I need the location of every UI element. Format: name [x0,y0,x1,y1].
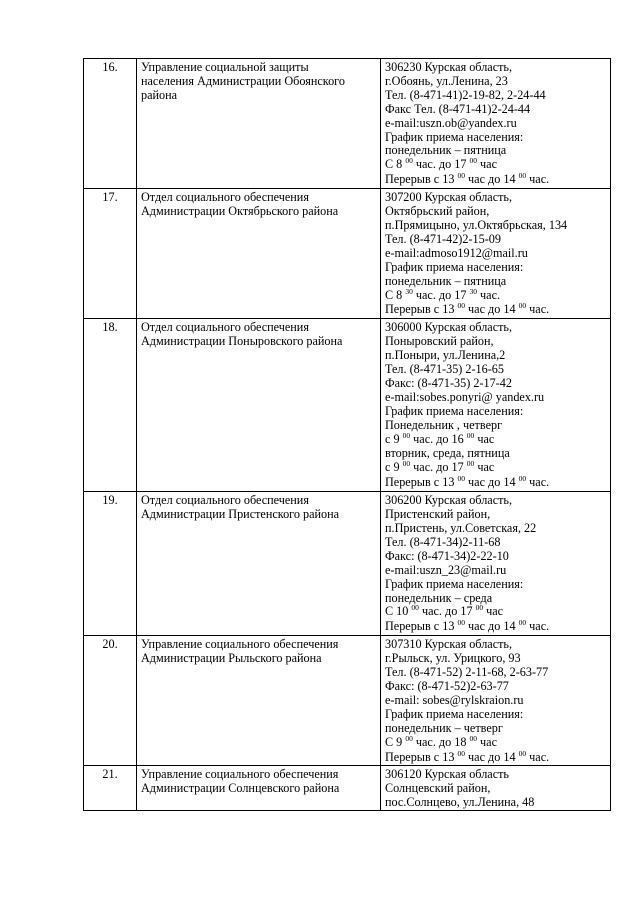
contact-line [385,476,606,491]
contact-line [385,722,606,736]
contact-line [385,522,606,536]
contact-text: Тел. (8-471-52) 2-11-68, 2-63-77 [385,665,549,680]
contact-text: Понедельник , четверг [385,417,503,432]
contact-text: Пристенский район, [385,507,491,522]
contact-text: Перерыв с 13 [385,172,458,187]
time-minutes-superscript: 00 [411,603,419,613]
contact-text: Тел. (8-471-41)2-19-82, 2-24-44 [385,87,546,102]
contact-line [385,620,606,635]
organization-name-line: Отдел социального обеспечения [141,493,309,508]
contact-text: Факс: (8-471-35) 2-17-42 [385,375,512,390]
contact-details [381,492,611,636]
contact-text: час [483,604,504,619]
table-body [84,59,611,811]
contact-line [385,652,606,666]
contact-text: График приема населения: [385,403,524,418]
contact-line [385,748,606,766]
contact-details [381,319,611,492]
organization-name-line: Администрации Пристенского района [141,507,340,522]
contact-text: час. [526,475,550,490]
contact-text: Факс Тел. (8-471-41)2-24-44 [385,101,531,116]
contact-text: Перерыв с 13 [385,749,458,764]
contact-line [385,578,606,592]
contact-line [385,75,606,89]
time-minutes-superscript: 00 [518,171,527,181]
contact-line [385,89,606,103]
time-minutes-superscript: 00 [402,459,411,469]
contact-text: Тел. (8-471-35) 2-16-65 [385,362,504,377]
contact-text: час. до 16 [410,431,467,446]
contact-text: e-mail:admoso1912@mail.ru [385,245,528,260]
contact-text: 306200 Курская область, [385,493,513,508]
contact-details [381,59,611,189]
contact-text: час до 14 [465,749,519,764]
table-row [84,59,611,189]
row-number: 21. [84,766,137,811]
contact-text: 306230 Курская область, [385,60,513,74]
time-minutes-superscript: 00 [518,618,527,628]
time-minutes-superscript: 00 [402,430,411,440]
contact-text: п.Пристень, ул.Советская, 22 [385,521,537,535]
contact-text: час. [477,287,501,302]
contact-details [381,636,611,766]
contact-details [381,189,611,319]
organization-name [137,766,381,811]
contact-text: e-mail:sobes.ponyri@ yandex.ru [385,389,545,404]
contact-line [385,680,606,694]
organization-name-line: района [141,87,178,102]
contact-line [385,275,606,289]
time-minutes-superscript: 00 [457,618,465,628]
contact-text: Тел. (8-471-42)2-15-09 [385,231,501,246]
organization-name-line: Управление социального обеспечения [141,767,339,782]
contact-text: с 9 [385,431,403,446]
contact-text: час [477,734,497,749]
contact-line [385,191,606,205]
contact-line [385,405,606,419]
contact-text: График приема населения: [385,129,524,144]
contact-text: час. до 17 [410,460,467,475]
contact-text: час. до 17 [418,604,476,619]
contact-line [385,321,606,335]
contact-line [385,391,606,405]
organization-name [137,636,381,766]
contact-text: час [477,157,497,172]
contact-text: час. [526,749,550,764]
contact-line [385,494,606,508]
organization-name [137,319,381,492]
contact-details [381,766,611,811]
contact-text: 307310 Курская область, [385,637,513,652]
contact-line [385,550,606,564]
contact-line [385,286,606,304]
contact-text: 306000 Курская область, [385,320,513,335]
contact-line [385,103,606,117]
contact-text: Октябрьский район, [385,204,490,219]
contact-text: час до 14 [465,172,519,187]
contact-text: График приема населения: [385,259,524,274]
contact-text: 306120 Курская область [385,767,509,782]
contact-line [385,782,606,796]
contact-line [385,708,606,722]
contact-text: час. [526,302,550,317]
contact-line [385,349,606,363]
time-minutes-superscript: 00 [457,748,465,758]
time-minutes-superscript: 00 [518,474,527,484]
contact-text: час до 14 [465,475,519,490]
contact-line [385,61,606,75]
organization-name-line: населения Администрации Обоянского [141,73,345,88]
contact-line [385,419,606,433]
table-row [84,492,611,636]
contact-line [385,447,606,461]
contact-text: С 8 [385,287,406,302]
organization-name-line: Управление социальной защиты [141,60,309,74]
time-minutes-superscript: 00 [466,430,475,440]
contact-text: час. [526,172,550,187]
contact-line [385,377,606,391]
contact-text: Факс: (8-471-34)2-22-10 [385,548,509,563]
contact-text: График приема населения: [385,576,524,591]
contact-line [385,335,606,349]
contact-text: Тел. (8-471-34)2-11-68 [385,534,501,549]
contact-text: г.Обоянь, ул.Ленина, 23 [385,73,508,88]
contact-text: С 9 [385,734,406,749]
contact-text: час. [526,619,550,634]
contact-line [385,158,606,173]
contact-text: час. до 17 [412,287,470,302]
contact-line [385,430,606,448]
row-number: 19. [84,492,137,636]
contact-text: понедельник – среда [385,590,493,605]
row-number: 20. [84,636,137,766]
organization-name-line: Отдел социального обеспечения [141,320,309,335]
table-row [84,766,611,811]
contact-text: час. до 18 [412,734,470,749]
row-number: 17. [84,189,137,319]
social-services-table [83,58,611,811]
contact-text: час до 14 [465,302,519,317]
contact-text: час [474,431,495,446]
time-minutes-superscript: 00 [518,301,527,311]
organization-name-line: Администрации Рыльского района [141,651,322,666]
contact-text: 307200 Курская область, [385,190,513,205]
contact-line [385,261,606,275]
contact-line [385,173,606,188]
contact-line [385,536,606,550]
time-minutes-superscript: 00 [405,733,413,743]
contact-text: Факс: (8-471-52)2-63-77 [385,678,509,693]
contact-text: с 9 [385,460,403,475]
time-minutes-superscript: 00 [457,301,465,311]
contact-line [385,247,606,261]
time-minutes-superscript: 30 [405,286,413,296]
contact-line [385,303,606,318]
time-minutes-superscript: 00 [457,474,465,484]
contact-text: e-mail:uszn.ob@yandex.ru [385,115,517,130]
organization-name [137,492,381,636]
contact-text: С 10 [385,604,412,619]
contact-line [385,733,606,751]
contact-line [385,363,606,377]
contact-text: п.Поныри, ул.Ленина,2 [385,348,506,363]
contact-text: г.Рыльск, ул. Урицкого, 93 [385,651,521,666]
contact-text: понедельник – пятница [385,273,507,288]
table-row [84,319,611,492]
time-minutes-superscript: 30 [469,286,477,296]
organization-name-line: Управление социального обеспечения [141,637,339,652]
contact-text: Перерыв с 13 [385,619,458,634]
contact-line [385,233,606,247]
organization-name-line: Администрации Октябрьского района [141,204,339,219]
time-minutes-superscript: 00 [466,459,475,469]
contact-text: час до 14 [465,619,519,634]
table-row [84,636,611,766]
contact-line [385,666,606,680]
contact-text: График приема населения: [385,706,524,721]
table-row [84,189,611,319]
contact-line [385,205,606,219]
contact-text: п.Прямицыно, ул.Октябрьская, 134 [385,217,568,232]
contact-line [385,694,606,708]
contact-text: пос.Солнцево, ул.Ленина, 48 [385,795,535,810]
row-number: 18. [84,319,137,492]
contact-line [385,638,606,652]
contact-text: понедельник – четверг [385,720,503,735]
contact-text: вторник, среда, пятница [385,446,510,461]
organization-name [137,59,381,189]
time-minutes-superscript: 00 [518,748,527,758]
contact-line [385,131,606,145]
contact-line [385,796,606,810]
contact-text: Солнцевский район, [385,781,491,796]
contact-line [385,605,606,620]
organization-name [137,189,381,319]
contact-text: С 8 [385,157,406,172]
time-minutes-superscript: 00 [457,171,465,181]
contact-text: e-mail:uszn_23@mail.ru [385,562,507,577]
organization-name-line: Администрации Поныровского района [141,334,343,349]
time-minutes-superscript: 00 [469,733,477,743]
organization-name-line: Отдел социального обеспечения [141,190,309,205]
organization-name-line: Администрации Солнцевского района [141,781,340,796]
contact-line [385,508,606,522]
contact-line [385,117,606,131]
time-minutes-superscript: 00 [475,603,484,613]
contact-line [385,564,606,578]
contact-text: час [474,460,495,475]
contact-text: понедельник – пятница [385,143,507,158]
time-minutes-superscript: 00 [469,156,477,166]
time-minutes-superscript: 00 [405,156,413,166]
contact-line [385,461,606,476]
contact-text: Поныровский район, [385,334,494,349]
contact-line [385,144,606,158]
contact-text: Перерыв с 13 [385,475,458,490]
contact-line [385,768,606,782]
row-number: 16. [84,59,137,189]
contact-text: час. до 17 [412,157,470,172]
contact-line [385,219,606,233]
contact-text: e-mail: sobes@rylskraion.ru [385,692,524,707]
contact-text: Перерыв с 13 [385,302,458,317]
